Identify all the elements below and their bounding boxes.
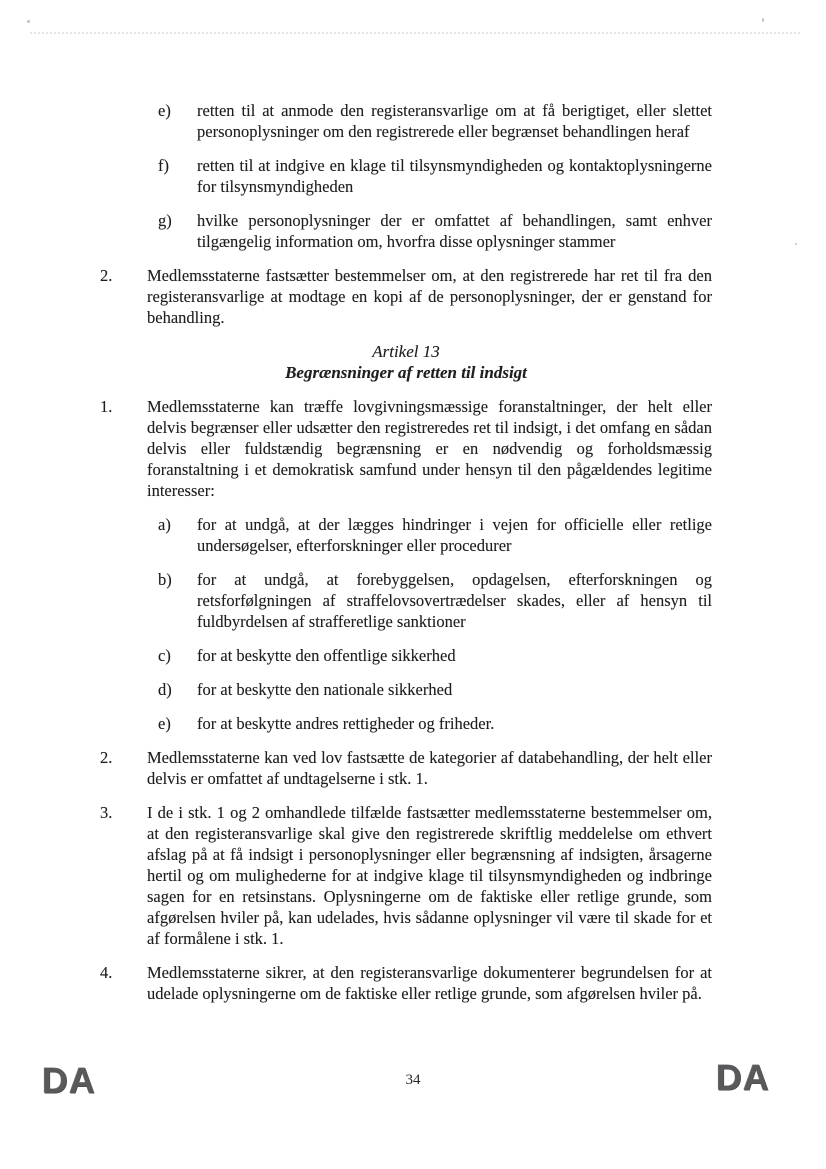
letter-item-text: for at undgå, at forebyggelsen, opdagelsen, efterforskningen og retsforfølgningen af straffelovsovertrædelser skades, eller af hensyn til fuldbyrdelsen af strafferetlige sanktioner	[197, 570, 712, 631]
paragraph-text: I de i stk. 1 og 2 omhandlede tilfælde fastsætter medlemsstaterne bestemmelser om, at den registeransvarlige skal give den registrerede skriftlig meddelelse om ethvert afslag på at få indsigt i personoplysninger eller begrænsning af indsigten, årsagerne hertil og om mulighederne for at indgive klage til tilsynsmyndigheden og indbringe sagen for en retsinstans. Oplysningerne om de faktiske eller retlige grunde, som afgørelsen hviler på, kan udelades, hvis sådanne oplysninger vil være til skade for et af formålene i stk. 1.	[147, 803, 712, 948]
scan-speck	[795, 243, 797, 245]
article-subtitle: Begrænsninger af retten til indsigt	[285, 363, 527, 382]
letter-item-marker: d)	[158, 680, 172, 699]
letter-item-b	[100, 569, 712, 632]
document-body	[100, 100, 712, 1017]
letter-item-marker: c)	[158, 646, 171, 665]
letter-item-marker: b)	[158, 570, 172, 589]
language-code-right: DA	[716, 1057, 770, 1098]
letter-item-d	[100, 679, 712, 700]
letter-item-text: for at beskytte den offentlige sikkerhed	[197, 646, 456, 665]
letter-item-marker: e)	[158, 714, 171, 733]
paragraph-text: Medlemsstaterne fastsætter bestemmelser om, at den registrerede har ret til fra den registeransvarlige at modtage en kopi af de personoplysninger, der er genstand for behandling.	[147, 266, 712, 327]
letter-item-e2	[100, 713, 712, 734]
numbered-paragraph-2	[100, 265, 712, 328]
page-number: 34	[405, 1072, 421, 1088]
letter-item-a	[100, 514, 712, 556]
letter-item-marker: f)	[158, 156, 169, 175]
scan-speck	[762, 18, 764, 22]
numbered-paragraph-4	[100, 962, 712, 1004]
letter-item-text: retten til at indgive en klage til tilsynsmyndigheden og kontaktoplysningerne for tilsynsmyndigheden	[197, 156, 712, 196]
scan-speck	[27, 20, 30, 23]
numbered-paragraph-1	[100, 396, 712, 501]
numbered-paragraph-3	[100, 802, 712, 949]
letter-item-text: hvilke personoplysninger der er omfattet af behandlingen, samt enhver tilgængelig information om, hvorfra disse oplysninger stammer	[197, 211, 712, 251]
paragraph-text: Medlemsstaterne sikrer, at den registeransvarlige dokumenterer begrundelsen for at udelade oplysningerne om de faktiske eller retlige grunde, som afgørelsen hviler på.	[147, 963, 712, 1003]
paragraph-number: 2.	[100, 748, 113, 767]
language-code-left: DA	[42, 1060, 96, 1101]
letter-item-c	[100, 645, 712, 666]
letter-item-e	[100, 100, 712, 142]
paragraph-number: 1.	[100, 397, 113, 416]
letter-item-text: for at beskytte den nationale sikkerhed	[197, 680, 453, 699]
letter-item-text: retten til at anmode den registeransvarlige om at få berigtiget, eller slettet personoplysninger om den registrerede eller begrænset behandlingen heraf	[197, 101, 712, 141]
article-heading	[100, 341, 712, 383]
article-title: Artikel 13	[372, 342, 440, 361]
paragraph-number: 3.	[100, 803, 113, 822]
paragraph-number: 4.	[100, 963, 113, 982]
letter-item-text: for at undgå, at der lægges hindringer i vejen for officielle eller retlige undersøgelser, efterforskninger eller procedurer	[197, 515, 712, 555]
letter-item-text: for at beskytte andres rettigheder og friheder.	[197, 714, 495, 733]
paragraph-text: Medlemsstaterne kan træffe lovgivningsmæssige foranstaltninger, der helt eller delvis begrænser eller udsætter den registreredes ret til indsigt, i det omfang en sådan delvis eller fuldstændig begrænsning er en nødvendig og forholdsmæssig foranstaltning i et demokratisk samfund under hensyn til den pågældendes legitime interesser:	[147, 397, 712, 500]
paragraph-number: 2.	[100, 266, 113, 285]
numbered-paragraph-2b	[100, 747, 712, 789]
letter-item-marker: e)	[158, 101, 171, 120]
letter-item-f	[100, 155, 712, 197]
scan-artifact-line	[30, 32, 800, 34]
paragraph-text: Medlemsstaterne kan ved lov fastsætte de kategorier af databehandling, der helt eller delvis er omfattet af undtagelserne i stk. 1.	[147, 748, 712, 788]
letter-item-g	[100, 210, 712, 252]
letter-item-marker: a)	[158, 515, 171, 534]
letter-item-marker: g)	[158, 211, 172, 230]
